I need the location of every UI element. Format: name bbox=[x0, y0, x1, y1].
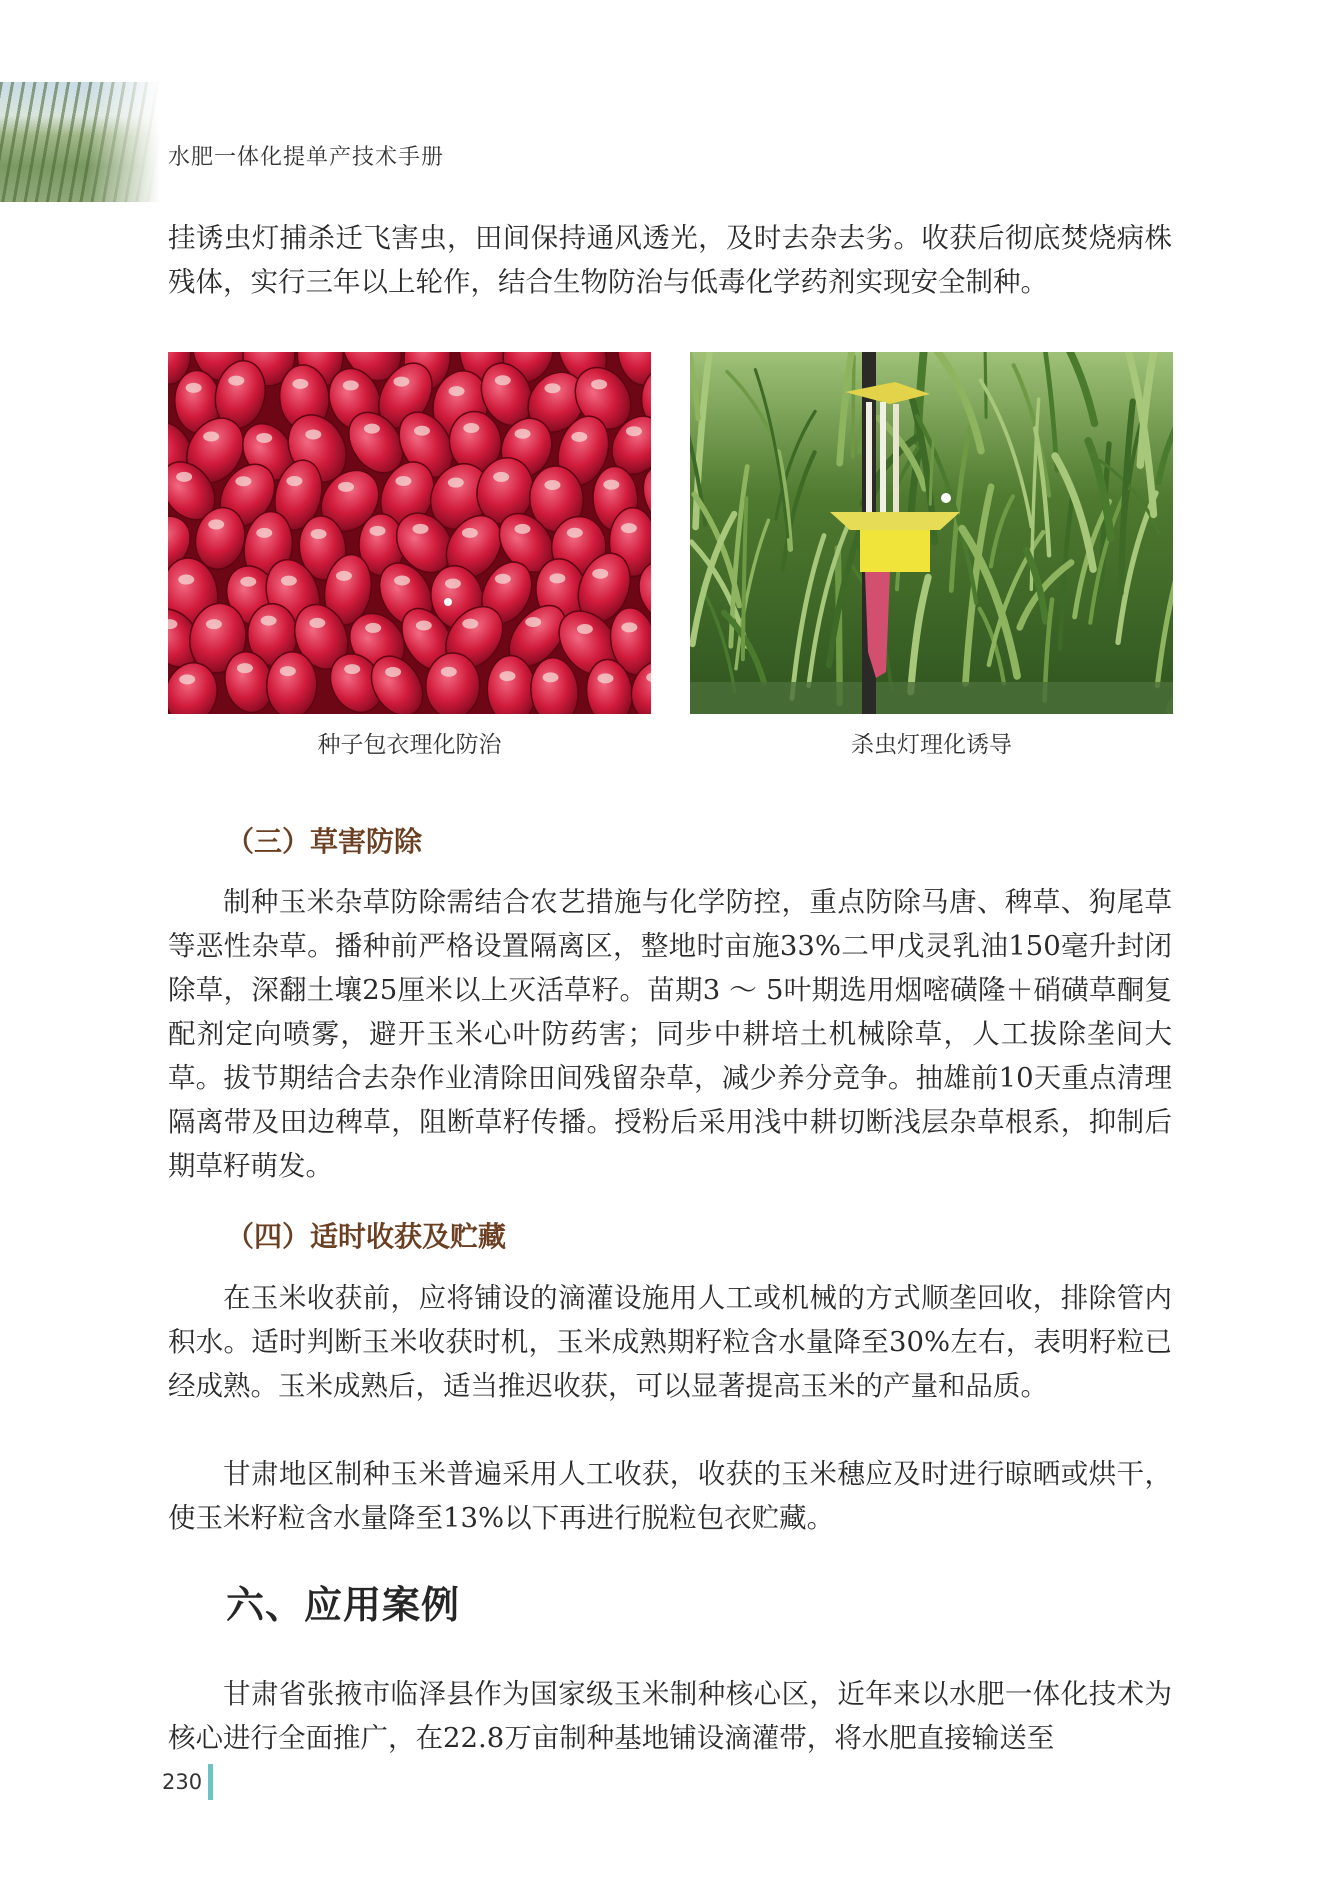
running-head: 水肥一体化提单产技术手册 bbox=[168, 145, 445, 170]
section3-paragraph: 制种玉米杂草防除需结合农艺措施与化学防控，重点防除马唐、稗草、狗尾草等恶性杂草。播种前严格设置隔离区，整地时亩施33%二甲戊灵乳油150毫升封闭除草，深翻土壤25厘米以上灭活草籽。苗期3 ～ 5叶期选用烟嘧磺隆＋硝磺草酮复配剂定向喷雾，避开玉米心叶防药害；同步中耕培土机械除草，人工拔除垄间大草。拔节期结合去杂作业清除田间残留杂草，减少养分竞争。抽雄前10天重点清理隔离带及田边稗草，阻断草籽传播。授粉后采用浅中耕切断浅层杂草根系，抑制后期草籽萌发。 bbox=[168, 886, 1172, 1182]
section4-paragraph-1: 在玉米收获前，应将铺设的滴灌设施用人工或机械的方式顺垄回收，排除管内积水。适时判断玉米收获时机，玉米成熟期籽粒含水量降至30%左右，表明籽粒已经成熟。玉米成熟后，适当推迟收获，可以显著提高玉米的产量和品质。 bbox=[168, 1282, 1172, 1402]
section6-heading: 六、应用案例 bbox=[226, 1583, 461, 1627]
insect-lamp-photo bbox=[690, 352, 1173, 714]
red-seeds-image bbox=[168, 352, 651, 714]
figure-caption-seed: 种子包衣理化防治 bbox=[317, 732, 502, 758]
section4-heading: （四）适时收获及贮藏 bbox=[226, 1220, 507, 1253]
section6-paragraph: 甘肃省张掖市临泽县作为国家级玉米制种核心区，近年来以水肥一体化技术为核心进行全面推广，在22.8万亩制种基地铺设滴灌带，将水肥直接输送至 bbox=[168, 1678, 1172, 1754]
page-number: 230 bbox=[162, 1770, 203, 1794]
section4-paragraph-2: 甘肃地区制种玉米普遍采用人工收获，收获的玉米穗应及时进行晾晒或烘干，使玉米籽粒含水量降至13%以下再进行脱粒包衣贮藏。 bbox=[168, 1458, 1172, 1534]
intro-paragraph: 挂诱虫灯捕杀迁飞害虫，田间保持通风透光，及时去杂去劣。收获后彻底焚烧病株残体，实行三年以上轮作，结合生物防治与低毒化学药剂实现安全制种。 bbox=[168, 222, 1172, 298]
seed-coating-photo bbox=[168, 352, 651, 714]
header-field-photo bbox=[0, 82, 160, 202]
section3-heading: （三）草害防除 bbox=[226, 825, 423, 858]
page-number-bar bbox=[208, 1764, 213, 1800]
corn-field-lamp-image bbox=[690, 352, 1173, 714]
figure-caption-lamp: 杀虫灯理化诱导 bbox=[851, 732, 1012, 758]
